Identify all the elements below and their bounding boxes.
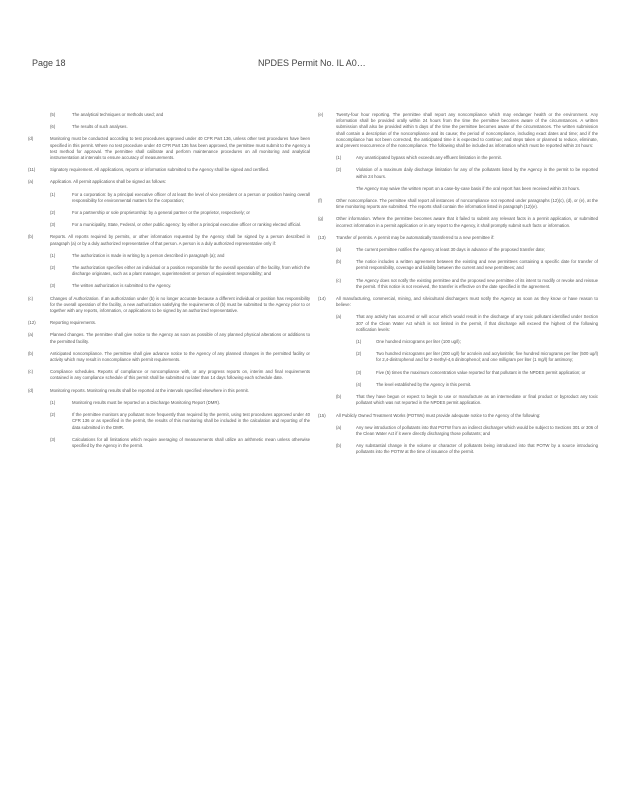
paragraph-text: Any new introduction of pollutants into that POTW from an indirect discharger which would be subject to Sections 301 or 306 of the Clean Water Act if it were directly discharging those pollutants; and (356, 424, 598, 436)
paragraph-text: Signatory requirement. All applications, reports or information submitted to the Agency shall be signed and certified. (50, 167, 270, 173)
paragraph (28, 112, 310, 118)
paragraph-label: (a) (28, 332, 34, 338)
paragraph (318, 247, 598, 253)
paragraph (28, 400, 310, 406)
paragraph (28, 234, 310, 246)
paragraph-label: (2) (50, 265, 56, 271)
paragraph-text: Other information. Where the permittee becomes aware that it failed to submit any relevant facts in a permit application, or submitted incorrect information in a permit application or in any report to the Agency, it shall promptly submit such facts or information. (336, 216, 598, 228)
paragraph-label: (e) (318, 112, 324, 117)
paragraph-label: (c) (28, 295, 34, 301)
paragraph-label: (b) (336, 443, 342, 449)
paragraph-text: Monitoring reports. Monitoring results shall be reported at the intervals specified elsewhere in this permit. (50, 387, 249, 393)
paragraph-label: (12) (28, 320, 36, 326)
paragraph-label: (13) (318, 234, 326, 240)
paragraph-text: One hundred micrograms per liter (100 ug/l); (376, 339, 461, 345)
paragraph-text: The current permittee notifies the Agency at least 30 days in advance of the proposed transfer date; (356, 247, 546, 253)
paragraph-label: (a) (336, 247, 342, 253)
paragraph (318, 425, 598, 437)
paragraph-label: (f) (318, 198, 323, 204)
paragraph (318, 296, 598, 308)
paragraph-label: (1) (50, 252, 56, 258)
page-number: Page 18 (32, 58, 66, 68)
paragraph-text: Transfer of permits. A permit may be automatically transferred to a new permittee if: (336, 234, 495, 240)
paragraph (28, 253, 310, 259)
paragraph-text: Monitoring must be conducted according to test procedures approved under 40 CFR Part 136, unless other test procedures have been specified in this permit. Where no test procedure under 40 CFR Part 136 has been approved, the permittee must submit to the Agency a test method for approval. The permittee shall calibrate and perform maintenance procedures on all monitoring and analytical instrumentation at intervals to ensure accuracy of measurements. (50, 136, 310, 161)
paragraph-text: Other noncompliance. The permittee shall report all instances of noncompliance not reported under paragraphs (12)(c), (d), or (e), at the time monitoring reports are submitted. The reports shall contain the information listed in paragraph (12)(e). (336, 198, 598, 210)
paragraph-label: (3) (50, 283, 56, 289)
paragraph-text: The level established by the Agency in this permit. (376, 381, 472, 387)
paragraph-text: For a municipality, State, Federal, or other public agency: by either a principal executive officer or ranking elected official. (72, 222, 302, 228)
paragraph-label: (2) (356, 351, 362, 357)
paragraph (28, 351, 310, 363)
paragraph-label: (b) (336, 394, 342, 400)
paragraph (28, 296, 310, 315)
paragraph-label: (1) (336, 155, 342, 161)
paragraph-text: The written authorization is submitted to the Agency. (72, 283, 172, 289)
paragraph-text: If the permittee monitors any pollutant more frequently than required by the permit, using test procedures approved under 40 CFR 136 or as specified in the permit, the results of this monitoring shall be included in the calculation and reporting of the data submitted in the DMR. (72, 412, 310, 430)
paragraph (318, 259, 598, 271)
paragraph-text: The Agency does not notify the existing permittee and the proposed new permittee of its intent to modify or revoke and reissue the permit. If this notice is not received, the transfer is effective on the date specified in the agreement. (356, 277, 598, 289)
paragraph-label: (c) (336, 277, 342, 283)
paragraph (28, 265, 310, 277)
paragraph (318, 112, 598, 149)
paragraph (318, 155, 598, 161)
paragraph-text: The analytical techniques or methods used; and (72, 112, 164, 117)
paragraph-label: (b) (28, 350, 34, 356)
paragraph (318, 235, 598, 241)
paragraph-label: (c) (28, 369, 34, 375)
paragraph (28, 179, 310, 185)
permit-number: NPDES Permit No. IL A0… (258, 58, 366, 68)
paragraph (318, 351, 598, 363)
paragraph (318, 413, 598, 419)
paragraph (318, 198, 598, 210)
right-column (318, 112, 598, 462)
paragraph-text: For a corporation: by a principal executive officer of at least the level of vice president or a person or position having overall responsibility for environmental matters for the corporation; (72, 191, 310, 203)
paragraph-label: (2) (50, 210, 56, 216)
paragraph-text: All manufacturing, commercial, mining, and silvicultural dischargers must notify the Agency as soon as they know or have reason to believe: (336, 296, 598, 308)
paragraph-text: All Publicly Owned Treatment Works (POTWs) must provide adequate notice to the Agency of the following: (336, 412, 541, 418)
paragraph-label: (1) (356, 339, 362, 345)
paragraph (28, 388, 310, 394)
paragraph-label: (b) (28, 234, 34, 240)
paragraph (318, 278, 598, 290)
paragraph-text: Monitoring results must be reported on a Discharge Monitoring Report (DMR). (72, 399, 221, 405)
paragraph (318, 394, 598, 406)
paragraph (318, 382, 598, 388)
paragraph (28, 136, 310, 161)
paragraph (28, 369, 310, 381)
paragraph (28, 437, 310, 449)
paragraph-label: (5) (50, 112, 56, 117)
paragraph-text: Compliance schedules. Reports of compliance or noncompliance with, or any progress reports on, interim and final requirements contained in any compliance schedule of this permit shall be submitted no later than 14 days following each schedule date. (50, 369, 310, 381)
paragraph (28, 210, 310, 216)
paragraph-text: Planned changes. The permittee shall give notice to the Agency as soon as possible of any planned physical alterations or additions to the permitted facility. (50, 332, 310, 344)
paragraph-label: (3) (50, 222, 56, 228)
paragraph-label: (b) (336, 259, 342, 265)
paragraph (28, 124, 310, 130)
paragraph (28, 222, 310, 228)
paragraph-text: Two hundred micrograms per liter (200 ug/l) for acrolein and acrylonitrile; five hundred micrograms per liter (500 ug/l) for 2,4-dinitrophenol and for 2-methyl-4,6 dinitrophenol; and one milligram per liter (1 mg/l) for antimony; (376, 351, 598, 363)
paragraph-text: That they have begun or expect to begin to use or manufacture as an intermediate or final product or byproduct any toxic pollutant which was not reported in the NPDES permit application. (356, 394, 598, 406)
paragraph-text: For a partnership or sole proprietorship: by a general partner or the proprietor, respectively; or (72, 210, 250, 216)
paragraph-label: (2) (336, 167, 342, 173)
paragraph-label: (1) (50, 191, 56, 197)
paragraph-text: Calculations for all limitations which require averaging of measurements shall utilize an arithmetic mean unless otherwise specified by the Agency in the permit. (72, 436, 310, 448)
paragraph (318, 339, 598, 345)
paragraph-label: (d) (28, 387, 34, 393)
paragraph-text: Violation of a maximum daily discharge limitation for any of the pollutants listed by the Agency in the permit to be reported within 24 hours. (356, 167, 598, 179)
paragraph-label: (1) (50, 399, 56, 405)
paragraph-label: (a) (336, 314, 342, 320)
paragraph-label: (4) (356, 381, 362, 387)
paragraph-label: (6) (50, 124, 56, 130)
paragraph-label: (3) (50, 436, 56, 442)
paragraph-text: Any substantial change in the volume or character of pollutants being introduced into that POTW by a source introducing pollutants into the POTW at the time of issuance of the permit. (356, 443, 598, 455)
paragraph-text: Five (5) times the maximum concentration value reported for that pollutant in the NPDES permit application; or (376, 369, 586, 375)
paragraph (318, 167, 598, 179)
paragraph (318, 370, 598, 376)
paragraph-text: The authorization specifies either an individual or a position responsible for the overall operation of the facility, from which the discharge originates, such as a plant manager, superintendent or person of equivalent responsibility; and (72, 265, 310, 277)
paragraph-text: Changes of Authorization. If an authorization under (b) is no longer accurate because a different individual or position has responsibility for the overall operation of the facility, a new authorization satisfying the requirements of (b) must be submitted to the Agency prior to or together with any reports, information, or applications to be signed by an authorized representative. (50, 295, 310, 314)
paragraph (28, 192, 310, 204)
paragraph-label: (a) (28, 179, 34, 185)
paragraph-label: (a) (336, 424, 342, 430)
paragraph-label: (3) (356, 369, 362, 375)
paragraph (28, 320, 310, 326)
paragraph (318, 314, 598, 333)
paragraph-label: (11) (28, 167, 36, 173)
paragraph-text: Twenty-four hour reporting. The permittee shall report any noncompliance which may endanger health or the environment. Any information shall be provided orally within 24 hours from the time the permittee becomes aware of the circumstances. A written submission shall also be provided within 5 days of the time the permittee becomes aware of the circumstances. The written submission shall contain a description of the noncompliance and its cause; the period of noncompliance, including exact dates and time; and if the noncompliance has not been corrected, the anticipated time it is expected to continue; and steps taken or planned to reduce, eliminate, and prevent reoccurrence of the noncompliance. The following shall be included as information which must be reported within 24 hours: (336, 112, 598, 149)
paragraph-text: The results of such analyses. (72, 124, 128, 130)
left-column (28, 112, 310, 455)
paragraph (28, 332, 310, 344)
paragraph-text: Reporting requirements. (50, 320, 97, 326)
paragraph-label: (14) (318, 296, 326, 302)
paragraph (28, 283, 310, 289)
paragraph (28, 167, 310, 173)
paragraph-text: The notice includes a written agreement between the existing and new permittees containing a specific date for transfer of permit responsibility, coverage and liability between the current and new permittees; and (356, 259, 598, 271)
paragraph-text: The Agency may waive the written report on a case-by-case basis if the oral report has been received within 24 hours. (356, 185, 581, 191)
paragraph-text: The authorization is made in writing by a person described in paragraph (a); and (72, 252, 225, 258)
paragraph (28, 412, 310, 431)
paragraph-label: (2) (50, 412, 56, 418)
paragraph-text: Any unanticipated bypass which exceeds any effluent limitation in the permit. (356, 155, 502, 161)
paragraph (318, 186, 598, 192)
paragraph-text: Anticipated noncompliance. The permittee shall give advance notice to the Agency of any planned changes in the permitted facility or activity which may result in noncompliance with permit requirements. (50, 350, 310, 363)
paragraph (318, 443, 598, 455)
paragraph-label: (d) (28, 136, 34, 142)
paragraph-text: Application. All permit applications shall be signed as follows: (50, 179, 167, 185)
paragraph-label: (g) (318, 216, 324, 222)
paragraph (318, 216, 598, 228)
paragraph-text: Reports. All reports required by permits, or other information requested by the Agency shall be signed by a person described in paragraph (a) or by a duly authorized representative of that person. A person is a duly authorized representative only if: (50, 234, 310, 246)
paragraph-text: That any activity has occurred or will occur which would result in the discharge of any toxic pollutant identified under Section 307 of the Clean Water Act which is not limited in the permit, if that discharge will exceed the highest of the following notification levels: (356, 314, 598, 332)
paragraph-label: (15) (318, 412, 326, 418)
